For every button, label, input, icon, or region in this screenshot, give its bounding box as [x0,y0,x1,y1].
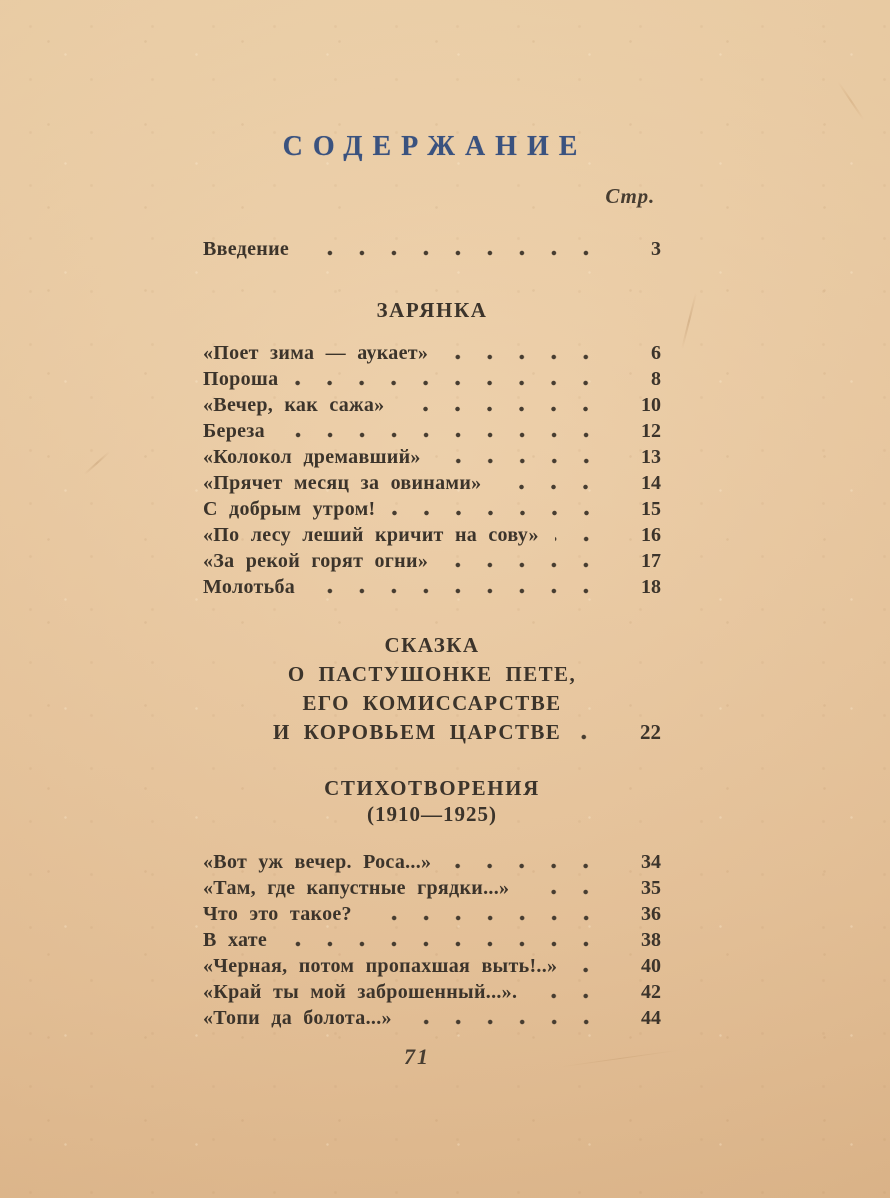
toc-entry-title: Молотьба [203,576,296,598]
dot-leader [400,405,613,413]
toc-entry-row [203,470,661,496]
toc-entry-page: 44 [641,1007,661,1029]
toc-entry-page: 8 [651,368,661,390]
toc-entry-title: Что это такое? [203,903,352,925]
tale-heading-line: О ПАСТУШОНКЕ ПЕТЕ, [287,662,577,686]
toc-entry-page: 14 [641,472,661,494]
toc-entry-page: 12 [641,420,661,442]
folio-page-number: 71 [404,1044,430,1069]
toc-entry-title: «Топи да болота...» [203,1007,392,1029]
dot-leader [533,992,613,1000]
toc-entry-row [203,927,661,953]
toc-title: СОДЕРЖАНИЕ [282,131,588,162]
paper-crease-mark [837,81,864,120]
dot-leader [555,535,613,543]
dot-leader [305,249,613,257]
toc-entry-row [203,953,661,979]
dot-leader [525,888,613,896]
toc-entry-page: 22 [640,720,661,744]
toc-entry-title: «Черная, потом пропахшая выть!..» [203,955,558,977]
toc-entry-row [203,979,661,1005]
toc-content-column [203,0,661,1070]
paper-crease-mark [84,451,111,475]
toc-entry-title: «Поет зима — аукает» [203,342,429,364]
toc-entry-row [203,418,661,444]
dot-leader [575,733,613,741]
toc-entry-page: 17 [641,550,661,572]
section-heading-stikhotvoreniya: СТИХОТВОРЕНИЯ [324,776,540,800]
dot-leader [368,914,613,922]
dot-leader [283,940,613,948]
toc-entry-page: 10 [641,394,661,416]
dot-leader [311,587,613,595]
toc-entry-page: 36 [641,903,661,925]
dot-leader [573,966,613,974]
toc-entry-page: 18 [641,576,661,598]
toc-entry-page: 38 [641,929,661,951]
toc-entry-title: «Прячет месяц за овинами» [203,472,482,494]
dot-leader [281,431,613,439]
dot-leader [497,483,613,491]
toc-entry-title: «Край ты мой заброшенный...». [203,981,518,1003]
dot-leader [444,353,613,361]
tale-heading-last-line [203,718,661,747]
toc-entry-row-intro [203,236,661,262]
page-column-header: Стр. [605,184,655,208]
dot-leader [444,561,613,569]
toc-entry-row [203,522,661,548]
toc-entry-row [203,340,661,366]
toc-entry-row [203,875,661,901]
toc-entry-page: 13 [641,446,661,468]
toc-entry-row [203,392,661,418]
dot-leader [408,1018,613,1026]
tale-heading-block [203,631,661,747]
tale-heading-line: ЕГО КОМИССАРСТВЕ [302,691,562,715]
toc-entry-page: 16 [641,524,661,546]
dot-leader [392,509,613,517]
tale-heading-line: СКАЗКА [384,633,480,657]
toc-entry-page: 34 [641,851,661,873]
toc-entry-title: «За рекой горят огни» [203,550,429,572]
toc-entry-title: Введение [203,238,290,260]
toc-entry-row [203,366,661,392]
toc-entry-page: 35 [641,877,661,899]
toc-entry-title: «По лесу леший кричит на сову» [203,524,539,546]
toc-entry-title: Пороша [203,368,279,390]
toc-entry-row [203,574,661,600]
toc-list-zaryanka [203,340,661,600]
dot-leader [294,379,613,387]
paper-crease-mark [681,293,697,350]
toc-entry-title: «Вечер, как сажа» [203,394,385,416]
toc-entry-title: В хате [203,929,268,951]
dot-leader [437,457,613,465]
toc-list-stikhotvoreniya [203,849,661,1031]
toc-entry-page: 6 [651,342,661,364]
toc-entry-page: 3 [651,238,661,260]
toc-entry-row [203,1005,661,1031]
toc-entry-row [203,849,661,875]
toc-entry-page: 15 [641,498,661,520]
tale-heading-text: И КОРОВЬЕМ ЦАРСТВЕ [273,720,562,744]
toc-entry-row [203,496,661,522]
toc-entry-title: «Колокол дремавший» [203,446,421,468]
toc-entry-title: Береза [203,420,265,442]
section-subheading-years: (1910—1925) [367,802,497,826]
toc-entry-title: «Там, где капустные грядки...» [203,877,510,899]
section-heading-zaryanka: ЗАРЯНКА [376,298,488,322]
toc-entry-row [203,901,661,927]
toc-entry-title: С добрым утром! [203,498,376,520]
toc-entry-row [203,548,661,574]
toc-entry-title: «Вот уж вечер. Роса...» [203,851,432,873]
toc-entry-page: 42 [641,981,661,1003]
toc-entry-page: 40 [641,955,661,977]
toc-entry-row [203,444,661,470]
dot-leader [447,862,613,870]
